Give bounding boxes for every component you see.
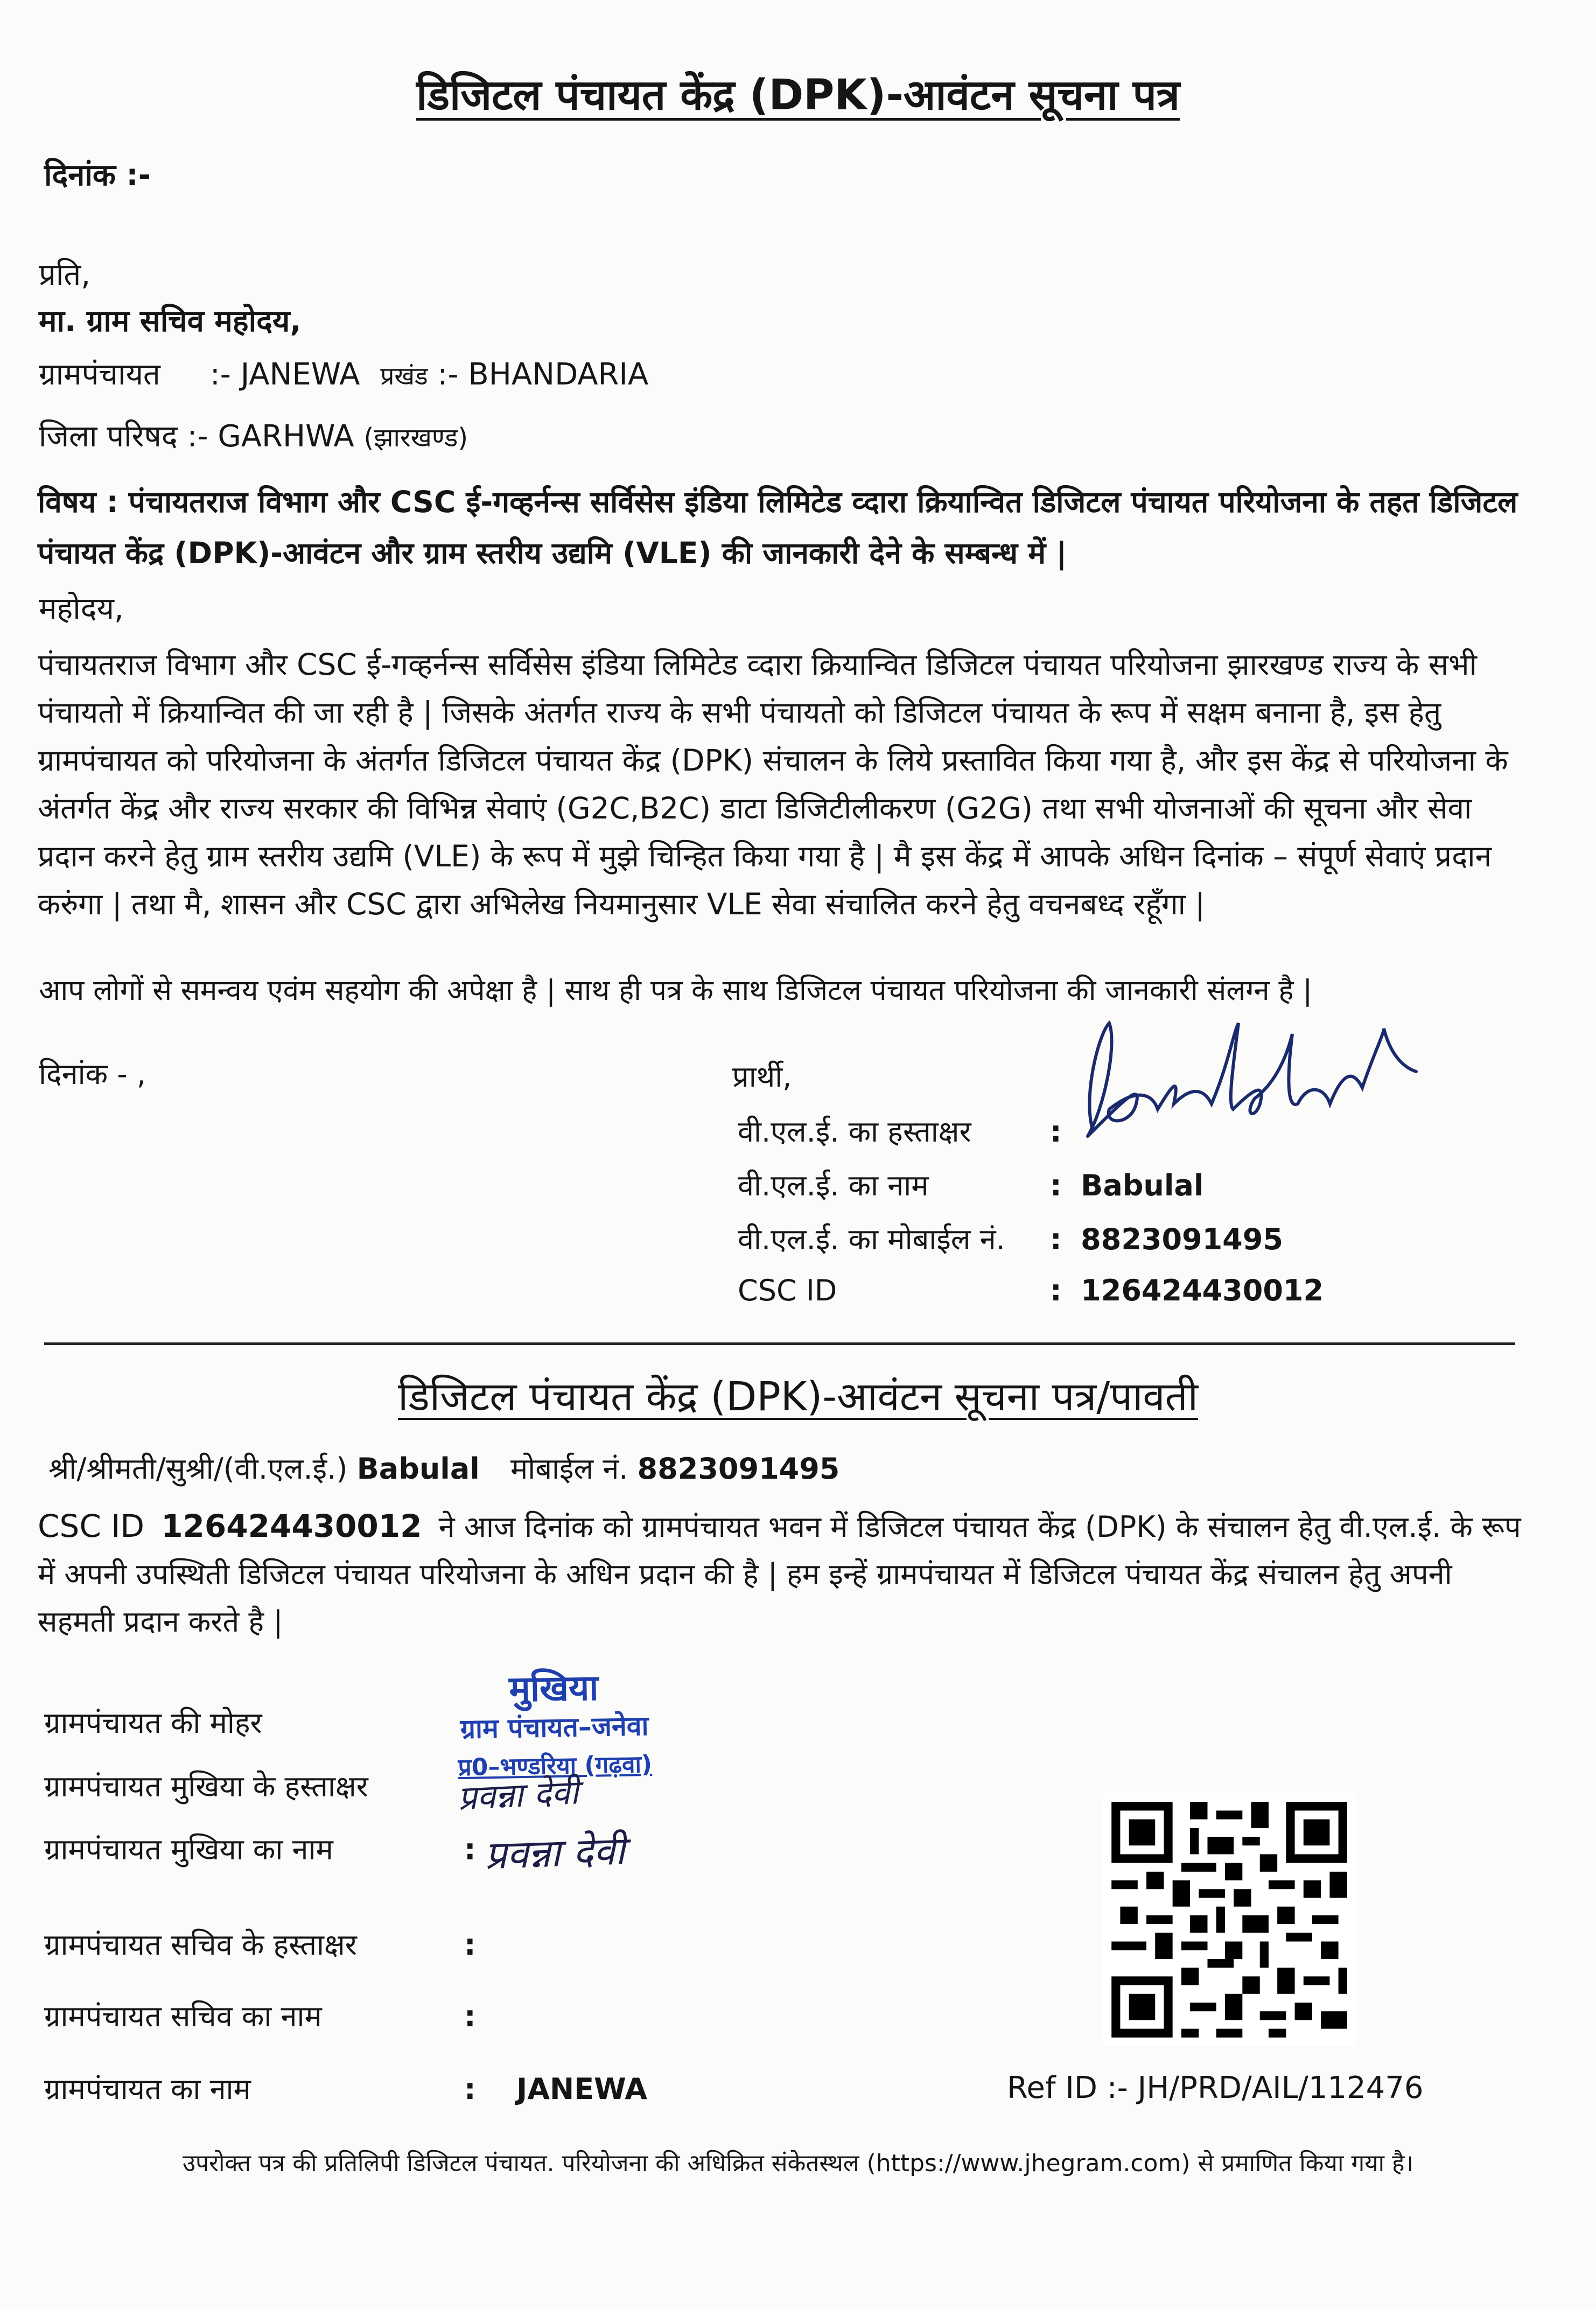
receipt-mobile: 8823091495 xyxy=(637,1452,840,1486)
subject-text: विषय : पंचायतराज विभाग और CSC ई-गव्हर्नन्स सर्विसेस इंडिया लिमिटेड व्दारा क्रियान्वित डिजिटल पंचायत परियोजना के तहत डिजिटल पंचायत केंद्र (DPK)-आवंटन और ग्राम स्तरीय उद्यमि (VLE) की जानकारी देने के सम्बन्ध में | xyxy=(38,485,1518,570)
stamp-line3: प्र0–भण्डरिया (गढ़वा) xyxy=(458,1750,653,1782)
vle-signature xyxy=(1072,1002,1448,1163)
applicant-label: प्रार्थी, xyxy=(732,1060,792,1094)
gp-name-row: ग्रामपंचायत का नाम : JANEWA xyxy=(44,2068,647,2108)
vle-mobile-label: वी.एल.ई. का मोबाईल नं. xyxy=(738,1222,1005,1256)
page-title: डिजिटल पंचायत केंद्र (DPK)-आवंटन सूचना पत्र xyxy=(416,71,1180,120)
secretary-name-label: ग्रामपंचायत सचिव का नाम xyxy=(44,1999,322,2033)
district-state: (झारखण्ड) xyxy=(363,423,468,453)
block-label: प्रखंड xyxy=(380,361,428,390)
ref-id: Ref ID :- JH/PRD/AIL/112476 xyxy=(1007,2070,1424,2105)
mukhiya-sign-label: ग्रामपंचायत मुखिया के हस्ताक्षर xyxy=(44,1769,368,1803)
receipt-name: Babulal xyxy=(356,1452,480,1486)
mukhiya-sign-row xyxy=(44,1765,464,1805)
gp-value: :- JANEWA xyxy=(209,357,360,392)
stamp-line1: मुखिया xyxy=(508,1667,599,1710)
vle-csc-value: 126424430012 xyxy=(1081,1274,1324,1307)
receipt-prefix: श्री/श्रीमती/सुश्री/(वी.एल.ई.) xyxy=(48,1452,348,1486)
section-divider xyxy=(44,1342,1515,1345)
gp-name-label: ग्रामपंचायत का नाम xyxy=(44,2072,251,2106)
district-label: जिला परिषद xyxy=(39,419,178,454)
vle-mobile-value: 8823091495 xyxy=(1081,1222,1283,1256)
district-line xyxy=(39,415,468,456)
vle-name-value: Babulal xyxy=(1081,1169,1204,1202)
receipt-text: ने आज दिनांक को ग्रामपंचायत भवन में डिजिटल पंचायत केंद्र (DPK) के संचालन हेतु वी.एल.ई. के रूप में अपनी उपस्थिती डिजिटल पंचायत परियोजना के अधिन प्रदान की है | हम इन्हें ग्रामपंचायत में डिजिटल पंचायत केंद्र संचालन हेतु अपनी सहमती प्रदान करते है | xyxy=(38,1510,1521,1639)
gp-label: ग्रामपंचायत xyxy=(39,357,160,392)
receipt-title: डिजिटल पंचायत केंद्र (DPK)-आवंटन सूचना पत्र/पावती xyxy=(398,1374,1198,1420)
date-label: दिनांक :- xyxy=(44,158,151,193)
footer-note: उपरोक्त पत्र की प्रतिलिपी डिजिटल पंचायत. परियोजना की अधिक्रित संकेतस्थल (https://www.jhegram.com) से प्रमाणित किया गया है। xyxy=(182,2150,1414,2177)
mukhiya-name-row: ग्रामपंचायत मुखिया का नाम : xyxy=(44,1828,496,1868)
mukhiya-name-label: ग्रामपंचायत मुखिया का नाम xyxy=(44,1832,333,1866)
receipt-mobile-label: मोबाईल नं. xyxy=(510,1452,628,1486)
gp-seal-label: ग्रामपंचायत की मोहर xyxy=(44,1706,262,1740)
vle-name-row: वी.एल.ई. का नाम : Babulal xyxy=(738,1164,1203,1204)
gp-name-value: JANEWA xyxy=(516,2072,648,2106)
receipt-csc-id: 126424430012 xyxy=(161,1508,422,1544)
receipt-paragraph xyxy=(38,1502,1524,1646)
vle-mobile-row: वी.एल.ई. का मोबाईल नं. : 8823091495 xyxy=(738,1218,1283,1258)
block-value: :- BHANDARIA xyxy=(437,357,649,392)
closing-text: आप लोगों से समन्वय एवंम सहयोग की अपेक्षा है | साथ ही पत्र के साथ डिजिटल पंचायत परियोजना की जानकारी संलग्न है | xyxy=(39,974,1313,1007)
vle-csc-row: CSC ID : 126424430012 xyxy=(738,1274,1324,1307)
vle-sign-label: वी.एल.ई. का हस्ताक्षर xyxy=(738,1115,971,1149)
date-label-2: दिनांक - , xyxy=(39,1057,146,1091)
secretary-sign-label: ग्रामपंचायत सचिव के हस्ताक्षर xyxy=(44,1928,357,1962)
receipt-line1 xyxy=(48,1447,839,1487)
addressee: मा. ग्राम सचिव महोदय, xyxy=(39,304,302,339)
mukhiya-name-handwritten: प्रवन्ना देवी xyxy=(484,1828,626,1878)
district-value: :- GARHWA xyxy=(187,419,354,454)
receipt-csc-label: CSC ID xyxy=(38,1508,145,1544)
vle-sign-row: वी.एल.ई. का हस्ताक्षर : xyxy=(738,1110,1072,1150)
stamp-line2: ग्राम पंचायत–जनेवा xyxy=(460,1710,649,1745)
gp-line xyxy=(39,353,648,394)
mukhiya-signature: प्रवन्ना देवी xyxy=(457,1772,580,1818)
secretary-name-row: ग्रामपंचायत सचिव का नाम : xyxy=(44,1995,496,2035)
vle-csc-label: CSC ID xyxy=(738,1274,837,1307)
secretary-sign-row: ग्रामपंचायत सचिव के हस्ताक्षर : xyxy=(44,1923,496,1963)
gp-seal-row xyxy=(44,1702,464,1741)
to-label: प्रति, xyxy=(39,257,91,292)
body-paragraph: पंचायतराज विभाग और CSC ई-गव्हर्नन्स सर्विसेस इंडिया लिमिटेड व्दारा क्रियान्वित डिजिटल पंचायत परियोजना झारखण्ड राज्य के सभी पंचायतो में क्रियान्वित की जा रही है | जिसके अंतर्गत राज्य के सभी पंचायतो को डिजिटल पंचायत के रूप में सक्षम बनाना है, इस हेतु ग्रामपंचायत को परियोजना के अंतर्गत डिजिटल पंचायत केंद्र (DPK) संचालन के लिये प्रस्तावित किया गया है, और इस केंद्र से परियोजना के अंतर्गत केंद्र और राज्य सरकार की विभिन्न सेवाएं (G2C,B2C) डाटा डिजिटीलीकरण (G2G) तथा सभी योजनाओं की सूचना और सेवा प्रदान करने हेतु ग्राम स्तरीय उद्यमि (VLE) के रूप में मुझे चिन्हित किया गया है | मै इस केंद्र में आपके अधिन दिनांक – संपूर्ण सेवाएं प्रदान करुंगा | तथा मै, शासन और CSC द्वारा अभिलेख नियमानुसार VLE सेवा संचालित करने हेतु वचनबध्द रहूँगा | xyxy=(38,647,1508,921)
qr-code xyxy=(1103,1793,1356,2046)
salutation: महोदय, xyxy=(39,591,124,626)
vle-name-label: वी.एल.ई. का नाम xyxy=(738,1169,929,1202)
